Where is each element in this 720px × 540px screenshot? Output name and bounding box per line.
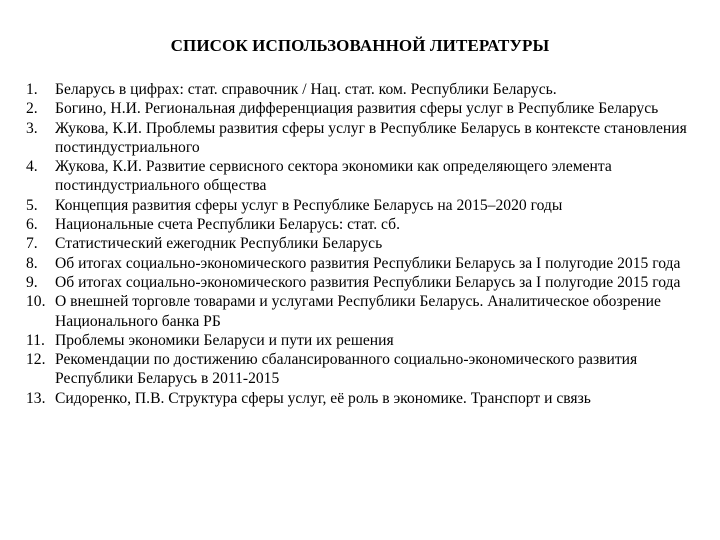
reference-number: 12.	[26, 351, 46, 369]
reference-number: 2.	[26, 100, 38, 118]
reference-item	[26, 273, 706, 292]
reference-number: 9.	[26, 273, 38, 291]
reference-text: Проблемы экономики Беларуси и пути их решения	[55, 331, 394, 349]
reference-item	[26, 389, 706, 408]
reference-text: Жукова, К.И. Развитие сервисного сектора экономики как определяющего элемента постиндустриального общества	[55, 158, 612, 195]
reference-item	[26, 80, 706, 99]
reference-list	[26, 80, 706, 408]
reference-text: Богино, Н.И. Региональная дифференциация развития сферы услуг в Республике Беларусь	[55, 100, 659, 118]
reference-number: 4.	[26, 158, 38, 176]
reference-text: Рекомендации по достижению сбалансированного социально-экономического развития Республики Беларусь в 2011-2015	[55, 351, 638, 388]
reference-item	[26, 331, 706, 350]
reference-text: Об итогах социально-экономического развития Республики Беларусь за I полугодие 2015 года	[55, 254, 681, 272]
reference-item	[26, 292, 706, 331]
page-title: СПИСОК ИСПОЛЬЗОВАННОЙ ЛИТЕРАТУРЫ	[170, 36, 550, 55]
reference-number: 3.	[26, 119, 38, 137]
reference-text: Национальные счета Республики Беларусь: стат. сб.	[55, 216, 400, 234]
reference-text: Сидоренко, П.В. Структура сферы услуг, её роль в экономике. Транспорт и связь	[55, 389, 591, 407]
reference-text: О внешней торговле товарами и услугами Республики Беларусь. Аналитическое обозрение Национального банка РБ	[55, 293, 661, 330]
reference-number: 11.	[26, 331, 45, 349]
reference-item	[26, 350, 706, 389]
reference-number: 6.	[26, 216, 38, 234]
reference-number: 5.	[26, 196, 38, 214]
reference-number: 13.	[26, 389, 46, 407]
reference-number: 7.	[26, 235, 38, 253]
reference-text: Об итогах социально-экономического развития Республики Беларусь за I полугодие 2015 года	[55, 273, 681, 291]
reference-item	[26, 234, 706, 253]
reference-number: 1.	[26, 81, 38, 98]
reference-item	[26, 215, 706, 234]
reference-item	[26, 157, 706, 196]
reference-text: Концепция развития сферы услуг в Республике Беларусь на 2015–2020 годы	[55, 196, 563, 214]
reference-item	[26, 119, 706, 158]
reference-text: Беларусь в цифрах: стат. справочник / Нац. стат. ком. Республики Беларусь.	[55, 81, 557, 98]
reference-number: 10.	[26, 293, 46, 311]
reference-number: 8.	[26, 254, 38, 272]
reference-item	[26, 99, 706, 118]
reference-text: Статистический ежегодник Республики Беларусь	[55, 235, 383, 253]
reference-item	[26, 254, 706, 273]
reference-text: Жукова, К.И. Проблемы развития сферы услуг в Республике Беларусь в контексте становления постиндустриального	[55, 119, 687, 156]
reference-item	[26, 196, 706, 215]
